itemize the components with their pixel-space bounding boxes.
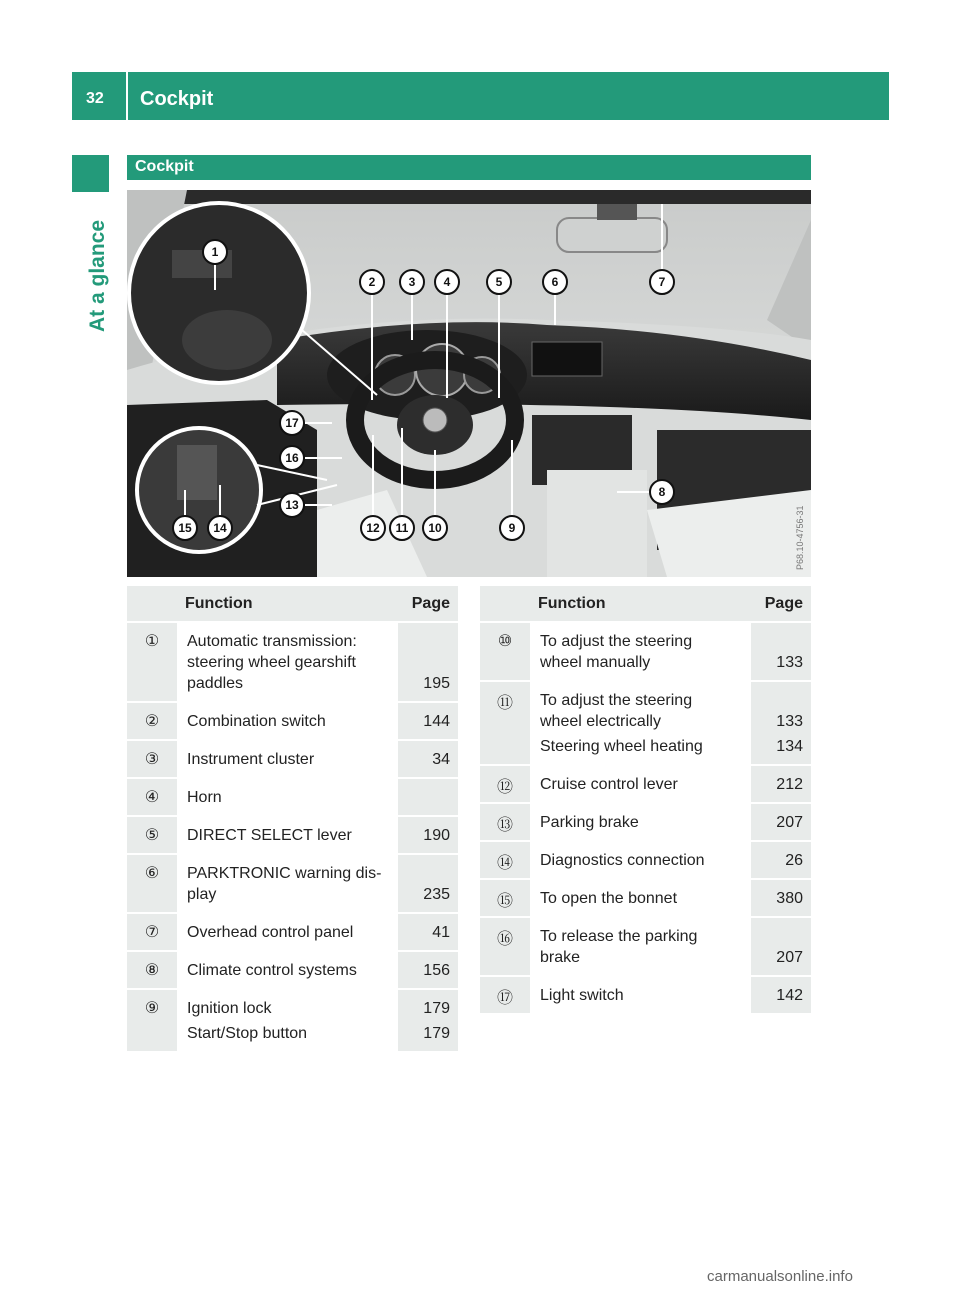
watermark: carmanualsonline.info <box>707 1268 853 1285</box>
table-row <box>480 918 811 977</box>
item-number: ⑪ <box>480 682 530 764</box>
function-text: brake <box>540 949 581 966</box>
function-cell <box>177 990 398 1051</box>
page-number-ref: 34 <box>432 751 450 768</box>
function-text: Combination switch <box>187 713 326 730</box>
page-number-ref: 212 <box>776 776 803 793</box>
table-row <box>480 623 811 682</box>
item-number: ⑩ <box>480 623 530 680</box>
svg-text:16: 16 <box>285 451 299 465</box>
page-cell <box>751 766 811 802</box>
function-text: PARKTRONIC warning dis- <box>187 865 382 882</box>
table-header <box>480 586 811 623</box>
callout-14 <box>208 516 232 540</box>
item-number: ⑯ <box>480 918 530 975</box>
item-number: ⑥ <box>127 855 177 912</box>
function-cell <box>530 918 751 975</box>
page-number-ref: 142 <box>776 987 803 1004</box>
function-cell <box>177 952 398 988</box>
item-number: ② <box>127 703 177 739</box>
function-table-right <box>480 586 811 1015</box>
callout-4 <box>435 270 459 294</box>
table-row <box>480 804 811 842</box>
svg-text:13: 13 <box>285 498 299 512</box>
function-text: Light switch <box>540 987 624 1004</box>
table-header <box>127 586 458 623</box>
side-tab-marker <box>72 155 109 192</box>
page-number-ref: 179 <box>423 1025 450 1042</box>
svg-text:10: 10 <box>428 521 442 535</box>
svg-text:4: 4 <box>443 275 451 289</box>
function-text: Cruise control lever <box>540 776 678 793</box>
svg-text:5: 5 <box>495 275 503 289</box>
table-row <box>127 990 458 1053</box>
page-number-ref: 207 <box>776 949 803 966</box>
callout-15 <box>173 516 197 540</box>
function-text: To adjust the steering <box>540 692 693 709</box>
function-cell <box>530 682 751 764</box>
item-number: ⑤ <box>127 817 177 853</box>
svg-text:3: 3 <box>408 275 416 289</box>
svg-text:8: 8 <box>658 485 666 499</box>
header-divider <box>126 72 128 120</box>
page-cell <box>398 914 458 950</box>
page-number-ref: 26 <box>785 852 803 869</box>
page-number-ref: 235 <box>423 886 450 903</box>
page-cell <box>398 952 458 988</box>
function-text: play <box>187 886 217 903</box>
function-text: Overhead control panel <box>187 924 354 941</box>
table-row <box>480 977 811 1015</box>
svg-text:17: 17 <box>285 416 299 430</box>
function-cell <box>530 880 751 916</box>
table-row <box>127 952 458 990</box>
page-column-header: Page <box>411 595 450 612</box>
item-number: ⑭ <box>480 842 530 878</box>
function-text: DIRECT SELECT lever <box>187 827 352 844</box>
table-row <box>127 914 458 952</box>
callout-6 <box>543 270 567 294</box>
page-cell <box>751 804 811 840</box>
function-text: steering wheel gearshift <box>187 654 356 671</box>
page-cell <box>398 779 458 815</box>
page-number-ref: 133 <box>776 654 803 671</box>
photo-code: P68.10-4756-31 <box>795 505 805 570</box>
page-cell <box>751 682 811 764</box>
svg-text:1: 1 <box>211 245 219 259</box>
function-text: Horn <box>187 789 222 806</box>
page-number-ref: 179 <box>423 1000 450 1017</box>
page-cell <box>398 990 458 1051</box>
cockpit-photo <box>127 190 811 577</box>
table-row <box>127 703 458 741</box>
callout-2 <box>360 270 384 294</box>
page-number-ref: 134 <box>776 738 803 755</box>
function-cell <box>177 855 398 912</box>
svg-text:6: 6 <box>551 275 559 289</box>
svg-text:14: 14 <box>213 521 227 535</box>
item-number: ⑰ <box>480 977 530 1013</box>
page-number-ref: 190 <box>423 827 450 844</box>
table-row <box>127 741 458 779</box>
function-text: Automatic transmission: <box>187 633 357 650</box>
svg-text:2: 2 <box>368 275 376 289</box>
function-text: Ignition lock <box>187 1000 272 1017</box>
item-number: ⑧ <box>127 952 177 988</box>
page-cell <box>751 977 811 1013</box>
page-number: 32 <box>86 90 104 107</box>
page-cell <box>751 880 811 916</box>
function-cell <box>530 804 751 840</box>
function-text: wheel manually <box>540 654 651 671</box>
page-title: Cockpit <box>140 88 214 110</box>
callout-12 <box>361 516 385 540</box>
function-cell <box>530 766 751 802</box>
function-subtext: Steering wheel heating <box>540 738 703 755</box>
svg-text:11: 11 <box>395 521 409 535</box>
item-number: ⑦ <box>127 914 177 950</box>
function-cell <box>177 914 398 950</box>
page-cell <box>751 918 811 975</box>
page-cell <box>751 842 811 878</box>
function-text: Instrument cluster <box>187 751 315 768</box>
function-cell <box>177 703 398 739</box>
item-number: ① <box>127 623 177 701</box>
callout-7 <box>650 270 674 294</box>
function-cell <box>177 623 398 701</box>
svg-text:12: 12 <box>366 521 380 535</box>
page-number-ref: 41 <box>432 924 450 941</box>
function-cell <box>177 779 398 815</box>
function-cell <box>530 623 751 680</box>
function-text: To open the bonnet <box>540 890 678 907</box>
page-cell <box>398 703 458 739</box>
page-cell <box>398 623 458 701</box>
page-column-header: Page <box>764 595 803 612</box>
function-text: Diagnostics connection <box>540 852 705 869</box>
function-text: Climate control systems <box>187 962 357 979</box>
item-number: ④ <box>127 779 177 815</box>
page-cell <box>398 817 458 853</box>
callout-13 <box>280 493 304 517</box>
callout-11 <box>390 516 414 540</box>
table-row <box>127 779 458 817</box>
table-row <box>480 842 811 880</box>
callout-17 <box>280 411 304 435</box>
section-bar <box>127 155 811 180</box>
item-number: ③ <box>127 741 177 777</box>
item-number: ⑬ <box>480 804 530 840</box>
function-text: paddles <box>187 675 244 692</box>
page-number-ref: 133 <box>776 713 803 730</box>
function-table-left <box>127 586 458 1053</box>
callout-10 <box>423 516 447 540</box>
function-cell <box>530 977 751 1013</box>
page-number-ref: 380 <box>776 890 803 907</box>
page-number-ref: 144 <box>423 713 450 730</box>
svg-text:15: 15 <box>178 521 192 535</box>
function-text: wheel electrically <box>540 713 661 730</box>
page-cell <box>751 623 811 680</box>
function-column-header: Function <box>185 595 253 612</box>
table-row <box>480 880 811 918</box>
section-title: Cockpit <box>135 158 194 175</box>
item-number: ⑮ <box>480 880 530 916</box>
function-cell <box>530 842 751 878</box>
page-number-ref: 195 <box>423 675 450 692</box>
svg-text:7: 7 <box>658 275 666 289</box>
function-cell <box>177 817 398 853</box>
table-row <box>127 623 458 703</box>
page-number-ref: 156 <box>423 962 450 979</box>
table-row <box>480 682 811 766</box>
callout-1 <box>203 240 227 264</box>
callout-3 <box>400 270 424 294</box>
table-row <box>127 817 458 855</box>
side-tab-label: At a glance <box>86 219 109 332</box>
page-cell <box>398 741 458 777</box>
function-subtext: Start/Stop button <box>187 1025 308 1042</box>
callout-8 <box>650 480 674 504</box>
function-text: To release the parking <box>540 928 698 945</box>
callout-16 <box>280 446 304 470</box>
callout-5 <box>487 270 511 294</box>
table-row <box>480 766 811 804</box>
item-number: ⑫ <box>480 766 530 802</box>
item-number: ⑨ <box>127 990 177 1051</box>
page-number-ref: 207 <box>776 814 803 831</box>
function-column-header: Function <box>538 595 606 612</box>
function-text: To adjust the steering <box>540 633 693 650</box>
page-cell <box>398 855 458 912</box>
function-text: Parking brake <box>540 814 639 831</box>
svg-text:9: 9 <box>508 521 516 535</box>
function-cell <box>177 741 398 777</box>
table-row <box>127 855 458 914</box>
callout-9 <box>500 516 524 540</box>
